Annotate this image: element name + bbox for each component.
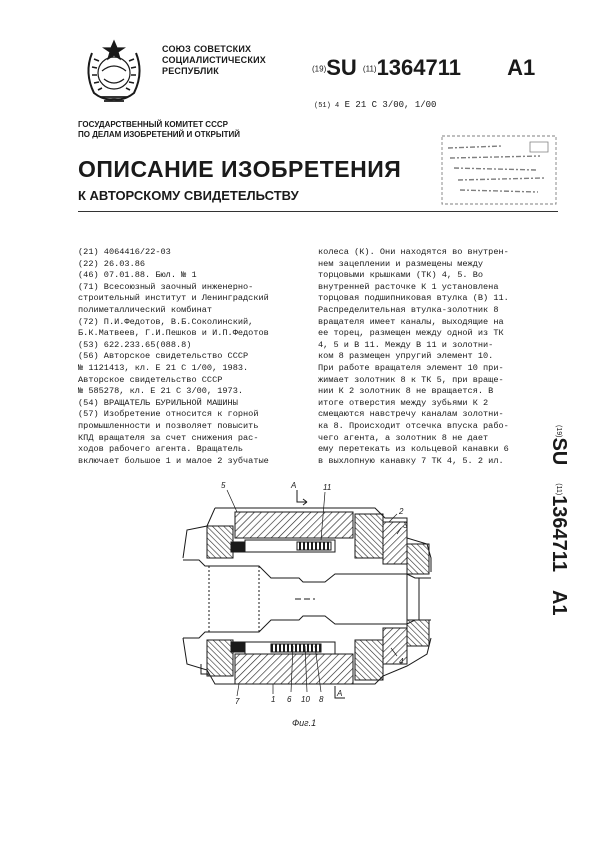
label-7: 7 <box>235 697 240 706</box>
label-section-top: А <box>291 481 297 490</box>
biblio-line: (72) П.И.Федотов, В.Б.Соколинский, <box>78 316 254 327</box>
biblio-line: № 1121413, кл. Е 21 С 1/00, 1983. <box>78 362 249 373</box>
abstract-line: торцовая подшипниковая втулка (В) 11. <box>318 293 509 304</box>
abstract-line: жимает золотник 8 к ТК 5, при враще- <box>318 374 504 385</box>
label-3: 3 <box>403 521 408 530</box>
spring-element-upper <box>297 542 331 550</box>
label-11: 11 <box>323 483 332 492</box>
label-2: 2 <box>399 507 404 516</box>
patent-number-block <box>312 55 535 81</box>
label-1: 1 <box>271 695 276 704</box>
header-divider <box>78 211 558 212</box>
abstract-column <box>318 247 530 467</box>
cover-left-upper <box>207 526 233 558</box>
abstract-line: вращателя имеет каналы, выходящие на <box>318 316 504 327</box>
abstract-line: ка 8. Происходит отсечка впуска рабо- <box>318 420 509 431</box>
org-name <box>162 44 266 77</box>
biblio-line: (71) Всесоюзный заочный инженерно- <box>78 281 254 292</box>
biblio-line: № 585278, кл. Е 21 С 3/00, 1973. <box>78 386 244 397</box>
label-4: 4 <box>399 657 404 666</box>
nut-lower <box>407 620 429 646</box>
biblio-line: ходов рабочего агента. Вращатель <box>78 444 244 455</box>
seal-lower <box>231 642 245 652</box>
seal-upper <box>231 542 245 552</box>
abstract-line: 4, 5 и В 11. Между В 11 и золотни- <box>318 339 494 350</box>
committee-line: ПО ДЕЛАМ ИЗОБРЕТЕНИЙ И ОТКРЫТИЙ <box>78 130 241 139</box>
document-subtitle: К АВТОРСКОМУ СВИДЕТЕЛЬСТВУ <box>78 188 299 203</box>
patent-kind: A1 <box>507 55 536 80</box>
biblio-line: полиметаллический комбинат <box>78 304 213 315</box>
abstract-line: торцовыми крышками (ТК) 4, 5. Во <box>318 270 484 281</box>
abstract-line: Распределительная втулка-золотник 8 <box>318 304 499 315</box>
patent-country: SU <box>326 55 357 80</box>
side-inid-11: (11) <box>554 483 562 496</box>
inid-51: (51) 4 <box>314 102 340 110</box>
label-6: 6 <box>287 695 292 704</box>
nut-upper <box>407 544 429 574</box>
spring-element-lower <box>271 644 321 652</box>
ipc-classification <box>314 100 436 110</box>
biblio-line: строительный институт и Ленинградский <box>78 293 269 304</box>
abstract-line: нии К 2 золотник 8 не вращается. В <box>318 386 494 397</box>
library-stamp-icon <box>440 134 558 206</box>
document-title: ОПИСАНИЕ ИЗОБРЕТЕНИЯ <box>78 156 402 182</box>
side-number: 1364711 <box>548 495 570 572</box>
biblio-line: КПД вращателя за счет снижения рас- <box>78 432 259 443</box>
patent-number: 1364711 <box>376 55 461 80</box>
abstract-line: ему перетекать из кольцевой канавки 6 <box>318 444 509 455</box>
abstract-line: смещаются навстречу каналам золотни- <box>318 409 504 420</box>
org-line: СОЮЗ СОВЕТСКИХ <box>162 44 252 54</box>
figure-caption: Фиг.1 <box>292 718 317 728</box>
label-10: 10 <box>301 695 310 704</box>
cover-right-lower <box>355 640 383 680</box>
gear-lower-section <box>235 654 353 684</box>
abstract-line: чего агента, а золотник 8 не дает <box>318 432 489 443</box>
biblio-line: (46) 07.01.88. Бюл. № 1 <box>78 270 197 281</box>
cover-left-lower <box>207 640 233 676</box>
committee-line: ГОСУДАРСТВЕННЫЙ КОМИТЕТ СССР <box>78 120 228 129</box>
abstract-line: нем зацеплении и размещены между <box>318 258 484 269</box>
inid-11: (11) <box>362 64 377 74</box>
biblio-line: (54) ВРАЩАТЕЛЬ БУРИЛЬНОЙ МАШИНЫ <box>78 397 238 408</box>
org-line: РЕСПУБЛИК <box>162 66 219 76</box>
ussr-emblem-icon <box>80 35 148 105</box>
label-8: 8 <box>319 695 324 704</box>
org-line: СОЦИАЛИСТИЧЕСКИХ <box>162 55 266 65</box>
biblio-line: (21) 4064416/22-03 <box>78 247 171 257</box>
abstract-line: в выхлопную канавку 7 ТК 4, 5. 2 ил. <box>318 455 504 466</box>
label-5: 5 <box>221 481 226 490</box>
abstract-line: внутренней расточке К 1 установлена <box>318 281 499 292</box>
biblio-line: (56) Авторское свидетельство СССР <box>78 351 249 362</box>
side-patent-number <box>548 425 570 725</box>
biblio-line: (22) 26.03.86 <box>78 258 146 269</box>
inid-19: (19) <box>312 64 327 74</box>
label-section-bottom: А <box>337 689 343 698</box>
abstract-line: ком 8 размещен упругий элемент 10. <box>318 351 494 362</box>
biblio-line: включает большое 1 и малое 2 зубчатые <box>78 455 269 466</box>
side-country: SU <box>548 437 570 466</box>
abstract-line: колеса (К). Они находятся во внутрен- <box>318 247 509 257</box>
gear-upper-section <box>235 512 353 538</box>
biblio-line: Авторское свидетельство СССР <box>78 374 223 385</box>
abstract-line: итоге отверстия между зубьями К 2 <box>318 397 489 408</box>
biblio-line: (53) 622.233.65(088.8) <box>78 339 192 350</box>
biblio-line: (57) Изобретение относится к горной <box>78 409 259 420</box>
side-inid-19: (19) <box>554 425 562 438</box>
side-kind: A1 <box>548 589 570 616</box>
abstract-line: ее торец, размещен между одной из ТК <box>318 328 504 339</box>
biblio-line: Б.К.Матвеев, Г.И.Пешков и И.П.Федотов <box>78 328 269 339</box>
abstract-line: При работе вращателя элемент 10 при- <box>318 362 504 373</box>
ipc-classes: Е 21 С 3/00, 1/00 <box>344 100 437 110</box>
committee-name <box>78 120 240 140</box>
biblio-line: промышленности и позволяет повысить <box>78 420 259 431</box>
bibliographic-column <box>78 247 308 467</box>
cover-right-upper <box>355 514 383 558</box>
technical-drawing <box>175 478 447 716</box>
